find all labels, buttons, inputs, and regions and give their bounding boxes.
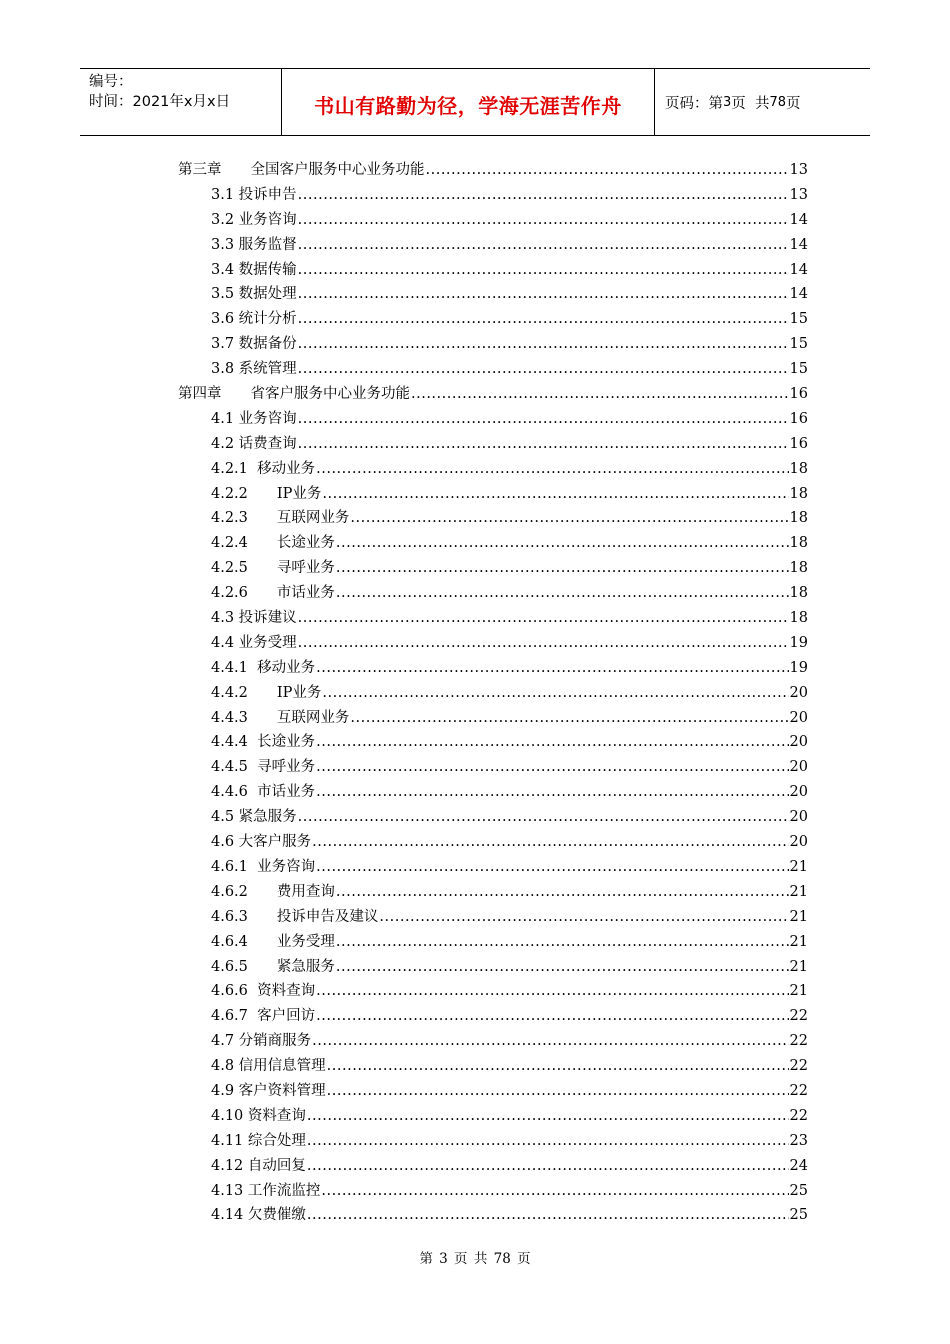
toc-entry[interactable] [178,382,808,407]
toc-entry-page: 16 [789,410,808,427]
toc-entry-label: 第四章 省客户服务中心业务功能 [178,386,410,403]
toc-entry-page: 22 [789,1107,808,1124]
toc-leader-dots [321,1179,788,1204]
toc-entry-label: 4.4 业务受理 [211,634,297,651]
toc-entry[interactable] [178,631,808,656]
toc-entry-label: 4.2 话费查询 [211,435,297,452]
toc-leader-dots [322,482,788,507]
header-meta [80,69,282,135]
toc-entry-label: 4.10 资料查询 [211,1107,306,1124]
toc-entry[interactable] [178,357,808,382]
header-motto: 书山有路勤为径，学海无涯苦作舟 [282,69,655,135]
toc-entry-label: 4.6.6 资料查询 [211,983,316,1000]
toc-entry-label: 4.2.1 移动业务 [211,460,316,477]
toc-entry[interactable] [178,432,808,457]
toc-entry[interactable] [178,1029,808,1054]
toc-entry[interactable] [178,233,808,258]
toc-entry-label: 第三章 全国客户服务中心业务功能 [178,162,425,178]
toc-entry-page: 15 [789,361,808,378]
toc-entry[interactable] [178,282,808,307]
toc-leader-dots [316,979,788,1004]
toc-entry-label: 4.12 自动回复 [211,1157,306,1174]
toc-entry[interactable] [178,905,808,930]
toc-entry[interactable] [178,955,808,980]
toc-leader-dots [298,307,789,332]
toc-entry-label: 3.1 投诉申告 [211,186,297,203]
toc-leader-dots [316,730,788,755]
toc-entry-page: 21 [789,908,808,925]
toc-entry-label: 4.6 大客户服务 [211,834,312,851]
toc-leader-dots [350,506,788,531]
toc-entry-label: 4.9 客户资料管理 [211,1082,326,1099]
table-of-contents [178,158,808,1228]
toc-leader-dots [350,706,788,731]
toc-entry[interactable] [178,830,808,855]
document-number-label: 编号： [89,74,133,90]
toc-entry-page: 22 [789,1058,808,1075]
toc-entry[interactable] [178,332,808,357]
toc-entry[interactable] [178,208,808,233]
toc-entry-page: 16 [789,386,808,403]
toc-entry-label: 4.4.3 互联网业务 [211,709,350,726]
toc-leader-dots [298,332,789,357]
toc-leader-dots [426,158,789,183]
page-footer: 第 3 页 共 78 页 [419,1251,531,1267]
toc-entry[interactable] [178,930,808,955]
toc-entry-page: 25 [789,1207,808,1224]
toc-entry-label: 3.5 数据处理 [211,286,297,303]
toc-entry-page: 19 [789,634,808,651]
toc-leader-dots [379,905,788,930]
toc-entry-page: 21 [789,983,808,1000]
toc-leader-dots [336,556,789,581]
toc-leader-dots [298,282,789,307]
toc-entry-label: 4.2.6 市话业务 [211,585,335,602]
toc-entry-page: 14 [789,211,808,228]
toc-entry[interactable] [178,258,808,283]
toc-leader-dots [307,1154,789,1179]
toc-leader-dots [316,780,788,805]
toc-entry-page: 21 [789,958,808,975]
toc-entry-label: 4.4.6 市话业务 [211,784,316,801]
toc-leader-dots [411,382,789,407]
toc-entry-label: 4.1 业务咨询 [211,410,297,427]
toc-entry-page: 20 [789,684,808,701]
toc-entry-page: 20 [789,784,808,801]
toc-entry-label: 4.6.4 业务受理 [211,933,335,950]
toc-entry-page: 18 [789,535,808,552]
toc-entry-page: 22 [789,1033,808,1050]
toc-leader-dots [336,531,789,556]
toc-leader-dots [336,880,789,905]
page-total: 78 [769,94,787,110]
toc-entry-label: 4.6.5 紧急服务 [211,958,335,975]
toc-entry-page: 18 [789,560,808,577]
toc-entry-label: 4.8 信用信息管理 [211,1058,326,1075]
toc-entry-page: 15 [789,336,808,353]
toc-entry[interactable] [178,1129,808,1154]
toc-entry-label: 4.2.5 寻呼业务 [211,560,335,577]
toc-leader-dots [327,1054,789,1079]
toc-entry-page: 22 [789,1082,808,1099]
toc-leader-dots [298,357,789,382]
toc-entry-page: 20 [789,734,808,751]
toc-entry[interactable] [178,556,808,581]
toc-entry-page: 21 [789,858,808,875]
toc-entry-page: 25 [789,1182,808,1199]
toc-leader-dots [298,183,789,208]
toc-entry-page: 16 [789,435,808,452]
toc-entry-page: 23 [789,1132,808,1149]
page-mid: 页 共 [731,95,770,112]
toc-leader-dots [298,407,789,432]
toc-entry-label: 4.14 欠费催缴 [211,1207,306,1224]
toc-leader-dots [298,606,789,631]
toc-entry[interactable] [178,581,808,606]
toc-entry-label: 4.13 工作流监控 [211,1182,321,1199]
toc-entry-label: 4.6.1 业务咨询 [211,858,316,875]
toc-entry-page: 18 [789,585,808,602]
toc-entry-page: 15 [789,311,808,328]
toc-entry-page: 18 [789,485,808,502]
toc-leader-dots [327,1079,789,1104]
toc-entry[interactable] [178,1104,808,1129]
toc-entry-label: 3.6 统计分析 [211,311,297,328]
toc-entry-label: 4.6.7 客户回访 [211,1008,316,1025]
toc-entry-page: 18 [789,460,808,477]
toc-entry[interactable] [178,1004,808,1029]
toc-leader-dots [336,955,789,980]
toc-entry-page: 14 [789,236,808,253]
toc-entry-label: 3.7 数据备份 [211,336,297,353]
toc-entry-page: 20 [789,759,808,776]
toc-entry-label: 4.4.5 寻呼业务 [211,759,316,776]
toc-entry[interactable] [178,706,808,731]
toc-leader-dots [336,930,789,955]
toc-leader-dots [298,208,789,233]
toc-entry[interactable] [178,780,808,805]
toc-leader-dots [298,258,789,283]
toc-entry-label: 4.4.4 长途业务 [211,734,316,751]
toc-entry[interactable] [178,606,808,631]
toc-entry-page: 21 [789,933,808,950]
toc-entry[interactable] [178,656,808,681]
toc-entry[interactable] [178,755,808,780]
toc-entry-label: 4.4.2 IP业务 [211,684,322,701]
toc-leader-dots [307,1203,789,1228]
toc-entry[interactable] [178,506,808,531]
toc-entry-label: 4.2.3 互联网业务 [211,510,350,527]
toc-entry-page: 14 [789,261,808,278]
page-header [80,68,870,136]
toc-entry-label: 4.2.4 长途业务 [211,535,335,552]
toc-entry[interactable] [178,855,808,880]
toc-entry[interactable] [178,1079,808,1104]
toc-entry-page: 14 [789,286,808,303]
toc-entry-label: 4.7 分销商服务 [211,1033,312,1050]
toc-entry-label: 4.6.2 费用查询 [211,883,335,900]
toc-leader-dots [316,855,788,880]
toc-leader-dots [316,457,788,482]
toc-entry-page: 13 [789,186,808,203]
toc-leader-dots [312,1029,788,1054]
toc-entry-page: 20 [789,709,808,726]
toc-entry[interactable] [178,880,808,905]
toc-entry-page: 18 [789,610,808,627]
toc-entry-label: 4.2.2 IP业务 [211,485,322,502]
toc-entry-label: 4.11 综合处理 [211,1132,306,1149]
toc-entry-page: 20 [789,834,808,851]
toc-entry[interactable] [178,681,808,706]
toc-leader-dots [312,830,788,855]
toc-entry[interactable] [178,1179,808,1204]
header-page-info [655,69,870,135]
toc-entry-label: 4.6.3 投诉申告及建议 [211,908,379,925]
toc-entry-label: 3.3 服务监督 [211,236,297,253]
toc-entry-label: 3.8 系统管理 [211,361,297,378]
toc-entry[interactable] [178,307,808,332]
toc-entry-label: 3.4 数据传输 [211,261,297,278]
toc-leader-dots [336,581,789,606]
toc-entry[interactable] [178,457,808,482]
toc-entry-page: 13 [789,162,808,178]
toc-entry[interactable] [178,407,808,432]
document-time: 时间：2021年x月x日 [89,94,231,110]
toc-entry-page: 19 [789,659,808,676]
page-suffix: 页 [786,95,801,112]
toc-leader-dots [316,656,788,681]
toc-entry[interactable] [178,1203,808,1228]
toc-entry-page: 20 [789,809,808,826]
toc-entry[interactable] [178,183,808,208]
toc-entry[interactable] [178,158,808,183]
toc-entry[interactable] [178,531,808,556]
page-current: 3 [723,94,732,110]
toc-entry-label: 4.3 投诉建议 [211,610,297,627]
page-prefix: 页码：第 [665,95,723,112]
toc-leader-dots [298,432,789,457]
toc-entry[interactable] [178,730,808,755]
toc-entry-page: 18 [789,510,808,527]
toc-leader-dots [307,1129,789,1154]
toc-leader-dots [307,1104,789,1129]
toc-entry-page: 24 [789,1157,808,1174]
toc-entry-label: 4.4.1 移动业务 [211,659,316,676]
toc-entry[interactable] [178,805,808,830]
toc-entry[interactable] [178,1054,808,1079]
toc-leader-dots [316,755,788,780]
toc-entry-label: 4.5 紧急服务 [211,809,297,826]
toc-entry[interactable] [178,482,808,507]
toc-entry-label: 3.2 业务咨询 [211,211,297,228]
toc-entry[interactable] [178,979,808,1004]
toc-entry[interactable] [178,1154,808,1179]
toc-entry-page: 21 [789,883,808,900]
toc-leader-dots [316,1004,788,1029]
toc-leader-dots [298,233,789,258]
toc-leader-dots [298,805,789,830]
toc-entry-page: 22 [789,1008,808,1025]
toc-leader-dots [298,631,789,656]
toc-leader-dots [322,681,788,706]
